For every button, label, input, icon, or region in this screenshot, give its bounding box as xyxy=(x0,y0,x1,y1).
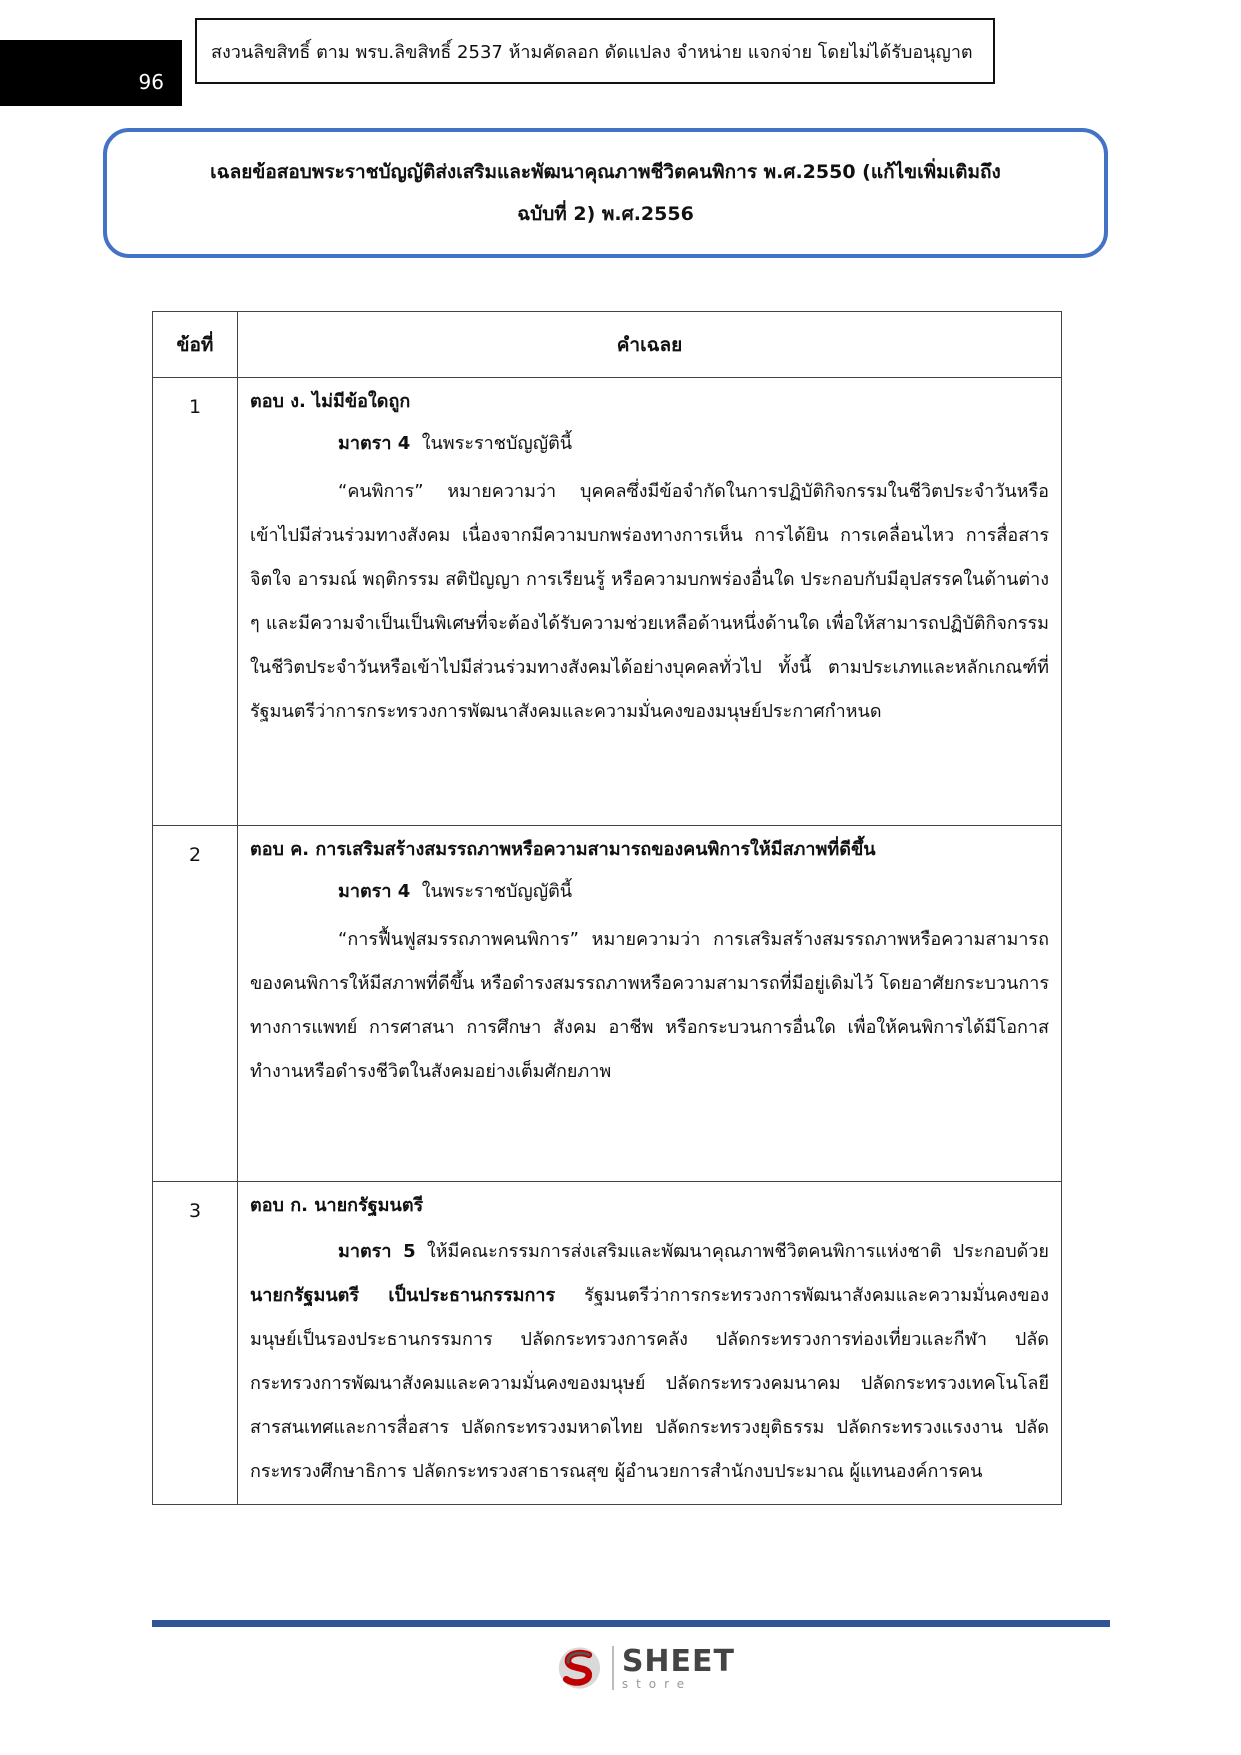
explanation-paragraph xyxy=(250,1230,1049,1494)
header-answer: คำเฉลย xyxy=(238,312,1062,378)
logo-text-sub: store xyxy=(621,1677,693,1691)
footer-divider xyxy=(152,1620,1110,1627)
title-line-1: เฉลยข้อสอบพระราชบัญญัติส่งเสริมและพัฒนาคุณภาพชีวิตคนพิการ พ.ศ.2550 (แก้ไขเพิ่มเติมถึง xyxy=(210,161,1001,183)
answer-cell xyxy=(238,1182,1062,1505)
page-number: 96 xyxy=(138,70,164,94)
paragraph-text-b: รัฐมนตรีว่าการกระทรวงการพัฒนาสังคมและความมั่นคงของมนุษย์เป็นรองประธานกรรมการ ปลัดกระทรวงการคลัง ปลัดกระทรวงการท่องเที่ยวและกีฬา ปลัดกระทรวงการพัฒนาสังคมและความมั่นคงของมนุษย์ ปลัดกระทรวงคมนาคม ปลัดกระทรวงเทคโนโลยีสารสนเทศและการสื่อสาร ปลัดกระทรวงมหาดไทย ปลัดกระทรวงยุติธรรม ปลัดกระทรวงแรงงาน ปลัดกระทรวงศึกษาธิการ ปลัดกระทรวงสาธารณสุข ผู้อำนวยการสำนักงบประมาณ ผู้แทนองค์การคน xyxy=(250,1285,1049,1482)
question-number: 2 xyxy=(153,826,238,1182)
table-row xyxy=(153,826,1062,1182)
section-label: มาตรา 4 xyxy=(338,881,411,902)
sheet-store-logo xyxy=(555,1640,735,1696)
answer-table xyxy=(152,311,1062,1505)
logo-text-main: SHEET xyxy=(621,1644,735,1679)
paragraph-text-a: ให้มีคณะกรรมการส่งเสริมและพัฒนาคุณภาพชีวิตคนพิการแห่งชาติ ประกอบด้วย xyxy=(426,1241,1049,1262)
table-header-row xyxy=(153,312,1062,378)
explanation-paragraph: “คนพิการ” หมายความว่า บุคคลซึ่งมีข้อจำกัดในการปฏิบัติกิจกรรมในชีวิตประจำวันหรือเข้าไปมีส่วนร่วมทางสังคม เนื่องจากมีความบกพร่องทางการเห็น การได้ยิน การเคลื่อนไหว การสื่อสาร จิตใจ อารมณ์ พฤติกรรม สติปัญญา การเรียนรู้ หรือความบกพร่องอื่นใด ประกอบกับมีอุปสรรคในด้านต่าง ๆ และมีความจำเป็นเป็นพิเศษที่จะต้องได้รับความช่วยเหลือด้านหนึ่งด้านใด เพื่อให้สามารถปฏิบัติกิจกรรมในชีวิตประจำวันหรือเข้าไปมีส่วนร่วมทางสังคมได้อย่างบุคคลทั่วไป ทั้งนี้ ตามประเภทและหลักเกณฑ์ที่รัฐมนตรีว่าการกระทรวงการพัฒนาสังคมและความมั่นคงของมนุษย์ประกาศกำหนด xyxy=(250,481,1049,722)
section-label: มาตรา 4 xyxy=(338,433,411,454)
title-line-2: ฉบับที่ 2) พ.ศ.2556 xyxy=(517,203,694,225)
answer-choice: ตอบ ก. นายกรัฐมนตรี xyxy=(250,1195,424,1216)
answer-choice: ตอบ ง. ไม่มีข้อใดถูก xyxy=(250,391,411,412)
sheet-logo-icon xyxy=(555,1642,604,1694)
section-text: ในพระราชบัญญัตินี้ xyxy=(421,881,573,902)
section-text: ในพระราชบัญญัตินี้ xyxy=(421,433,573,454)
answer-cell xyxy=(238,378,1062,826)
table-row xyxy=(153,378,1062,826)
page-number-box xyxy=(0,40,182,106)
answer-cell xyxy=(238,826,1062,1182)
copyright-notice: สงวนลิขสิทธิ์ ตาม พรบ.ลิขสิทธิ์ 2537 ห้ามคัดลอก ดัดแปลง จำหน่าย แจกจ่าย โดยไม่ได้รับอนุญาต xyxy=(195,18,995,84)
paragraph-bold-text: นายกรัฐมนตรี เป็นประธานกรรมการ xyxy=(250,1285,556,1306)
table-row xyxy=(153,1182,1062,1505)
section-heading xyxy=(250,426,1049,462)
answer-choice: ตอบ ค. การเสริมสร้างสมรรถภาพหรือความสามารถของคนพิการให้มีสภาพที่ดีขึ้น xyxy=(250,839,876,860)
page-title xyxy=(103,128,1108,258)
header-question-number: ข้อที่ xyxy=(153,312,238,378)
section-label: มาตรา 5 xyxy=(338,1241,416,1262)
question-number: 3 xyxy=(153,1182,238,1505)
section-heading xyxy=(250,874,1049,910)
explanation-paragraph: “การฟื้นฟูสมรรถภาพคนพิการ” หมายความว่า การเสริมสร้างสมรรถภาพหรือความสามารถของคนพิการให้มีสภาพที่ดีขึ้น หรือดำรงสมรรถภาพหรือความสามารถที่มีอยู่เดิมไว้ โดยอาศัยกระบวนการทางการแพทย์ การศาสนา การศึกษา สังคม อาชีพ หรือกระบวนการอื่นใด เพื่อให้คนพิการได้มีโอกาสทำงานหรือดำรงชีวิตในสังคมอย่างเต็มศักยภาพ xyxy=(250,929,1049,1082)
question-number: 1 xyxy=(153,378,238,826)
